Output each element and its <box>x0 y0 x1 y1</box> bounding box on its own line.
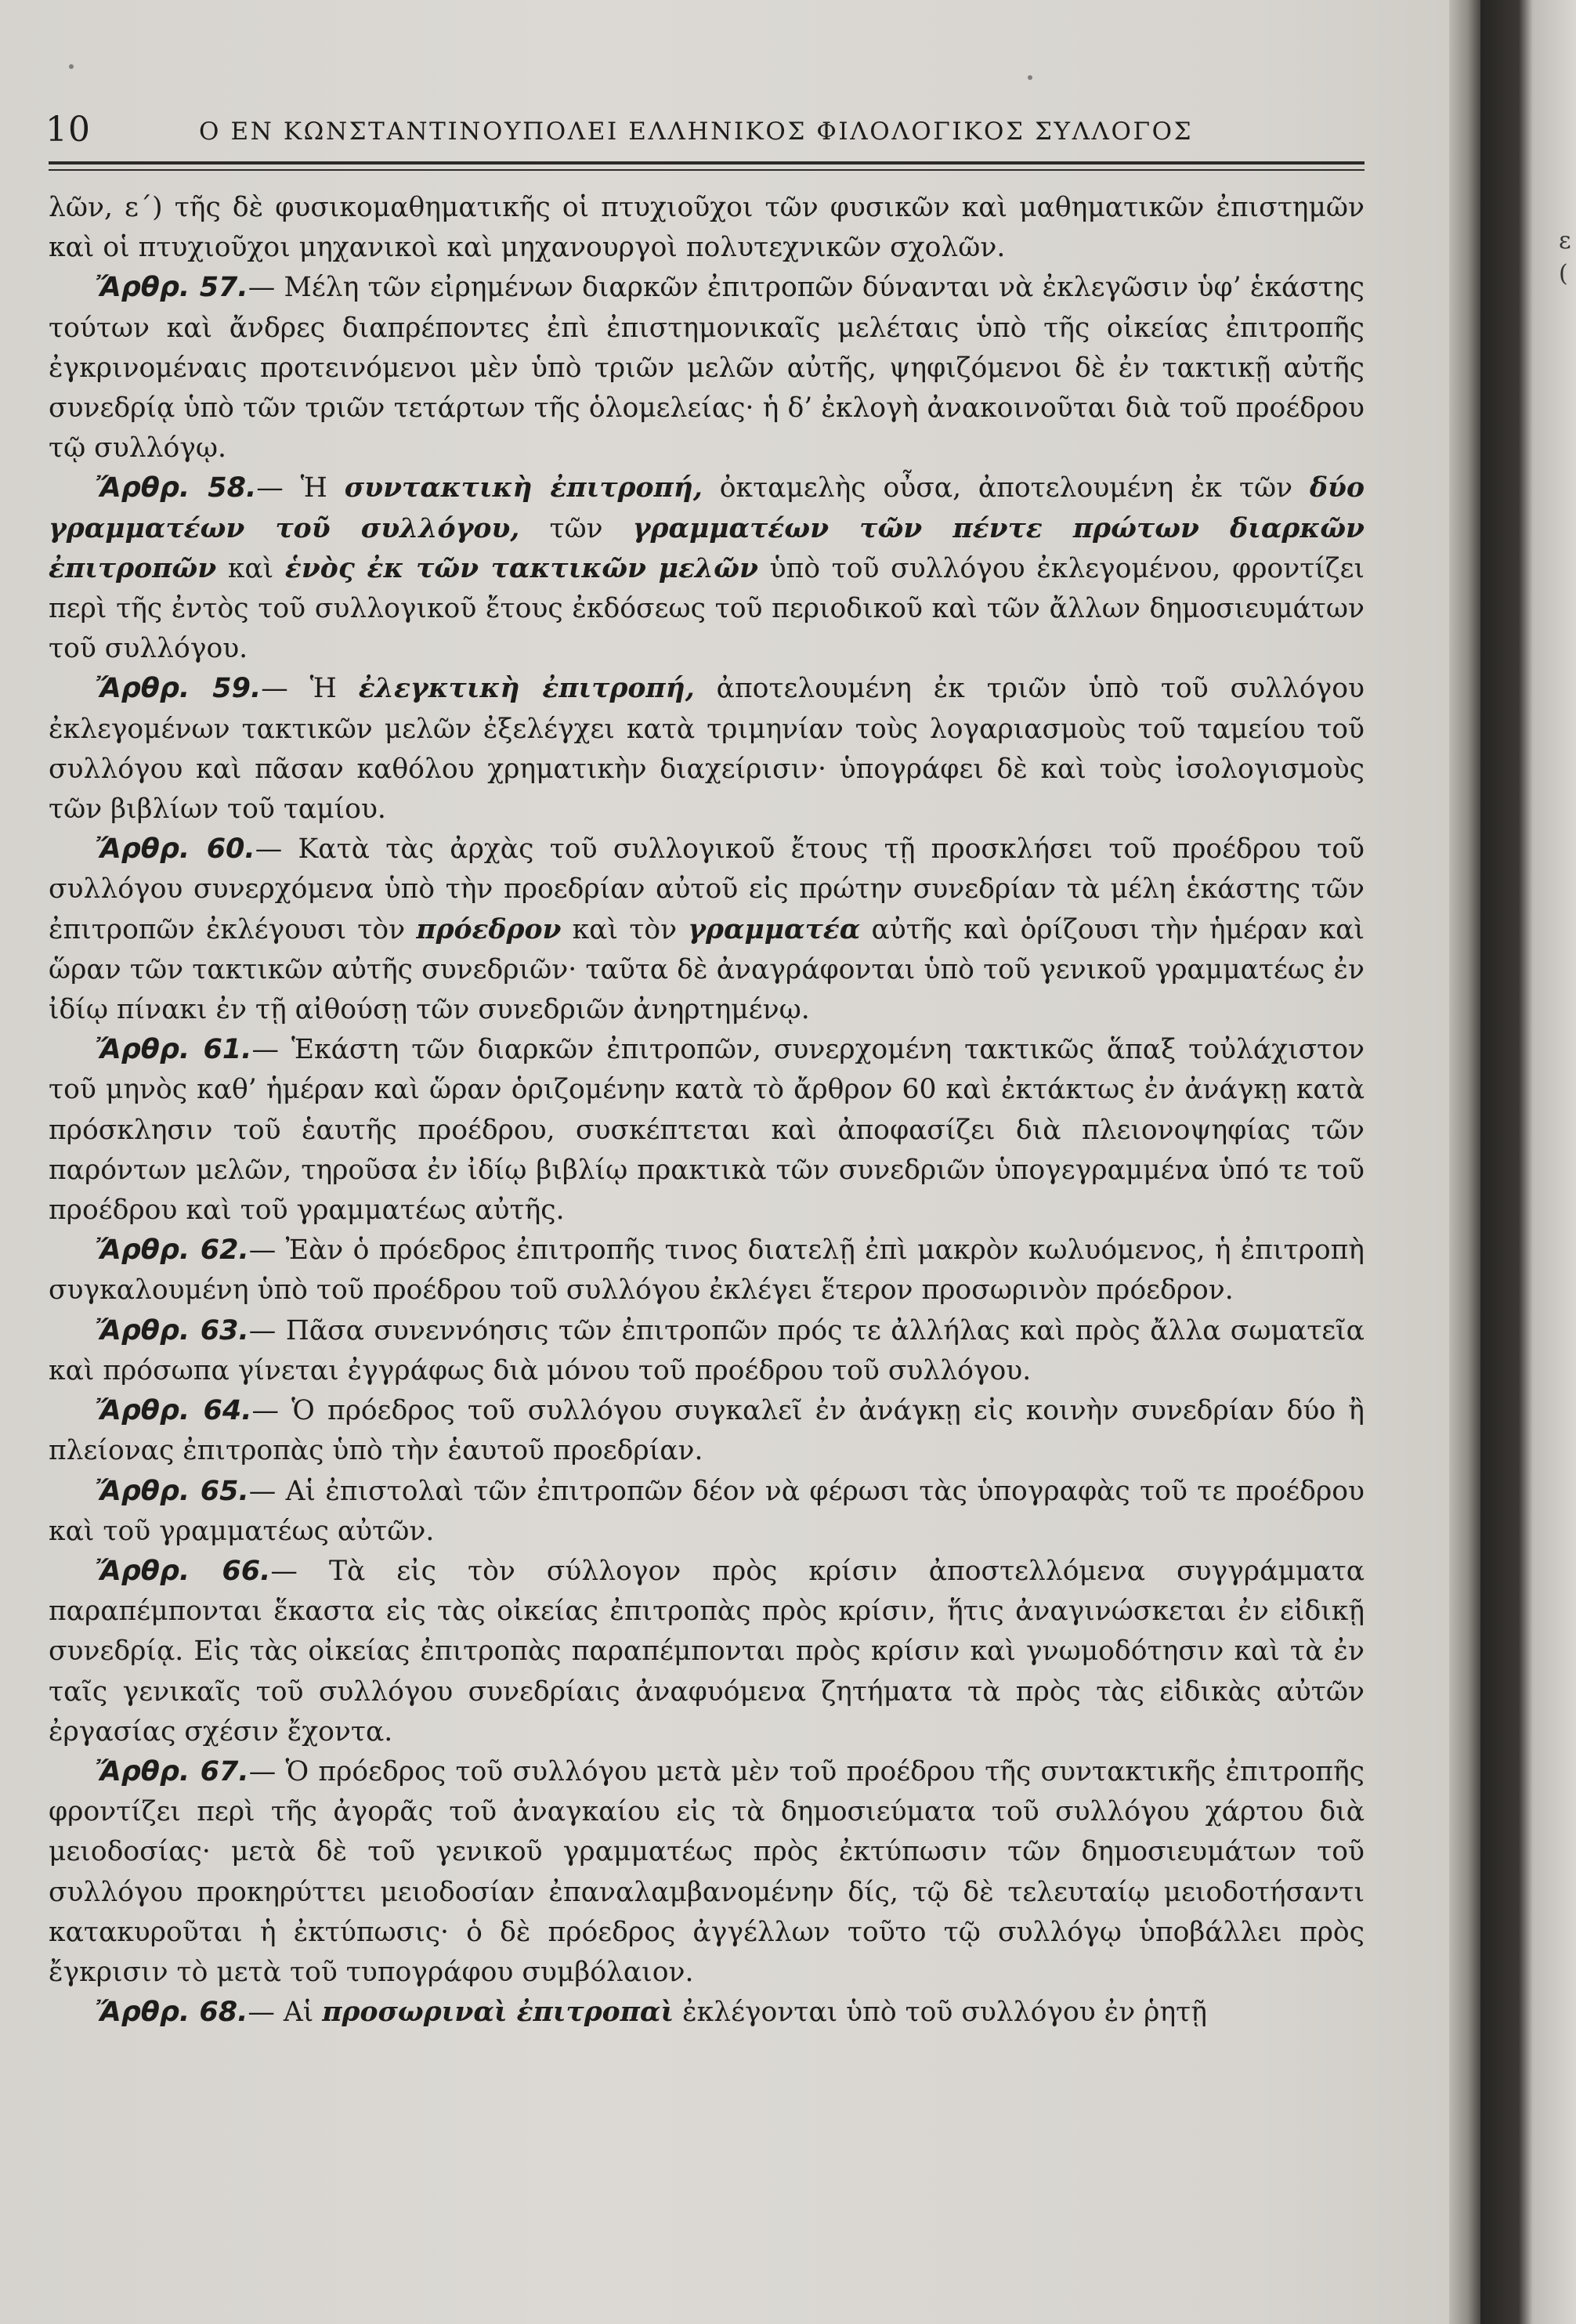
article-label: Ἄρθρ. 66. <box>96 1555 271 1587</box>
text-run: — Ἡ <box>261 673 359 705</box>
article-paragraph <box>49 669 1365 829</box>
article-paragraph <box>49 1752 1365 1993</box>
article-paragraph <box>49 1993 1365 2033</box>
article-label: Ἄρθρ. 60. <box>96 833 255 866</box>
emphasized-term: πρόεδρον <box>416 913 562 945</box>
text-run: — Μέλη τῶν εἰρημένων διαρκῶν ἐπιτροπῶν δύνανται νὰ ἐκλεγῶσιν ὑφ’ ἑκάστης τούτων καὶ ἄνδρες διαπρέποντες ἐπὶ ἐπιστημονικαῖς μελέταις ὑπὸ τῆς οἰκείας ἐπιτροπῆς ἐγκρινομέναις προτεινόμενοι μὲν ὑπὸ τριῶν μελῶν αὐτῆς, ψηφιζόμενοι δὲ ἐν τακτικῇ αὐτῆς συνεδρίᾳ ὑπὸ τῶν τριῶν τετάρτων τῆς ὁλομελείας· ἡ δ’ ἐκλογὴ ἀνακοινοῦται διὰ τοῦ προέδρου τῷ συλλόγῳ. <box>49 272 1365 464</box>
article-label: Ἄρθρ. 57. <box>96 272 248 304</box>
article-label: Ἄρθρ. 65. <box>96 1475 249 1507</box>
text-run: — Κατὰ τὰς ἀρχὰς τοῦ συλλογικοῦ ἔτους τῇ προσκλήσει τοῦ προέδρου τοῦ συλλόγου συνερχόμενα ὑπὸ τὴν προεδρίαν αὐτοῦ εἰς πρώτην συνεδρίαν τὰ μέλη ἑκάστης τῶν ἐπιτροπῶν ἐκλέγουσι τὸν <box>49 833 1365 945</box>
facing-page-mark: ε <box>1559 227 1571 255</box>
emphasized-term: ἑνὸς ἐκ τῶν τακτικῶν μελῶν <box>284 552 758 584</box>
article-paragraph <box>49 468 1365 669</box>
article-label: Ἄρθρ. 67. <box>96 1755 249 1787</box>
page-gutter <box>1449 0 1480 2324</box>
article-label: Ἄρθρ. 68. <box>96 1997 248 2029</box>
print-speck <box>69 64 74 69</box>
facing-page-mark: ( <box>1559 260 1568 287</box>
article-paragraph <box>49 1552 1365 1752</box>
text-run: τῶν <box>519 512 633 544</box>
text-run: — Πᾶσα συνεννόησις τῶν ἐπιτροπῶν πρός τε ἀλλήλας καὶ πρὸς ἄλλα σωματεῖα καὶ πρόσωπα γίνεται ἐγγράφως διὰ μόνου τοῦ προέδρου τοῦ συλλόγου. <box>49 1314 1365 1386</box>
article-label: Ἄρθρ. 59. <box>96 673 262 705</box>
running-title: Ο ΕΝ ΚΩΝΣΤΑΝΤΙΝΟΥΠΟΛΕΙ ΕΛΛΗΝΙΚΟΣ ΦΙΛΟΛΟΓΙΚΟΣ ΣΥΛΛΟΓΟΣ <box>199 117 1194 146</box>
text-run: ὑπὸ τοῦ συλλόγου ἐκλεγομένου, φροντίζει περὶ τῆς ἐντὸς τοῦ συλλογικοῦ ἔτους ἐκδόσεως τοῦ περιοδικοῦ καὶ τῶν ἄλλων δημοσιευμάτων τοῦ συλλόγου. <box>49 552 1365 665</box>
text-run: — Τὰ εἰς τὸν σύλλογον πρὸς κρίσιν ἀποστελλόμενα συγγράμματα παραπέμπονται ἕκαστα εἰς τὰς οἰκείας ἐπιτροπὰς πρὸς κρίσιν, ἥτις ἀναγινώσκεται ἐν εἰδικῇ συνεδρίᾳ. Εἰς τὰς οἰκείας ἐπιτροπὰς παραπέμπονται πρὸς κρίσιν καὶ γνωμοδότησιν καὶ τὰ ἐν ταῖς γενικαῖς τοῦ συλλόγου συνεδρίαις ἀναφυόμενα ζητήματα τὰ πρὸς τὰς εἰδικὰς αὐτῶν ἐργασίας σχέσιν ἔχοντα. <box>49 1555 1365 1748</box>
text-run: καὶ τὸν <box>561 913 689 945</box>
article-label: Ἄρθρ. 63. <box>96 1314 249 1346</box>
emphasized-term: ἐλεγκτικὴ ἐπιτροπή, <box>358 673 695 705</box>
article-paragraph <box>49 268 1365 468</box>
article-label: Ἄρθρ. 61. <box>96 1034 252 1066</box>
text-run: ὀκταμελὴς οὖσα, ἀποτελουμένη ἐκ τῶν <box>702 472 1310 504</box>
text-run: αὐτῆς καὶ ὁρίζουσι τὴν ἡμέραν καὶ ὥραν τῶν τακτικῶν αὐτῆς συνεδριῶν· ταῦτα δὲ ἀναγράφονται ὑπὸ τοῦ γενικοῦ γραμματέως ἐν ἰδίῳ πίνακι ἐν τῇ αἰθούσῃ τῶν συνεδριῶν ἀνηρτημένῳ. <box>49 913 1365 1026</box>
page-header <box>45 110 1361 157</box>
text-run: — Ἐὰν ὁ πρόεδρος ἐπιτροπῆς τινος διατελῇ ἐπὶ μακρὸν κωλυόμενος, ἡ ἐπιτροπὴ συγκαλουμένη ὑπὸ τοῦ προέδρου τοῦ συλλόγου ἐκλέγει ἕτερον προσωρινὸν πρόεδρον. <box>49 1234 1365 1307</box>
article-paragraph <box>49 1391 1365 1471</box>
article-paragraph <box>49 829 1365 1030</box>
header-rule <box>49 161 1365 164</box>
article-paragraph <box>49 1472 1365 1552</box>
continued-paragraph <box>49 188 1365 268</box>
emphasized-term: γραμματέων τῶν πέντε πρώτων διαρκῶν ἐπιτροπῶν <box>49 512 1365 584</box>
article-paragraph <box>49 1231 1365 1310</box>
body-text <box>49 188 1365 2033</box>
facing-page-edge <box>1480 0 1576 2324</box>
text-run: — Αἱ ἐπιστολαὶ τῶν ἐπιτροπῶν δέον νὰ φέρωσι τὰς ὑπογραφὰς τοῦ τε προέδρου καὶ τοῦ γραμματέως αὐτῶν. <box>49 1475 1365 1547</box>
text-run: — Ἑκάστη τῶν διαρκῶν ἐπιτροπῶν, συνερχομένη τακτικῶς ἅπαξ τοὐλάχιστον τοῦ μηνὸς καθ’ ἡμέραν καὶ ὥραν ὁριζομένην κατὰ τὸ ἄρθρον 60 καὶ ἐκτάκτως ἐν ἀνάγκῃ κατὰ πρόσκλησιν τοῦ ἑαυτῆς προέδρου, συσκέπτεται καὶ ἀποφασίζει διὰ πλειονοψηφίας τῶν παρόντων μελῶν, τηροῦσα ἐν ἰδίῳ βιβλίῳ πρακτικὰ τῶν συνεδριῶν ὑπογεγραμμένα ὑπό τε τοῦ προέδρου καὶ τοῦ γραμματέως αὐτῆς. <box>49 1034 1365 1227</box>
article-paragraph <box>49 1311 1365 1391</box>
emphasized-term: συντακτικὴ ἐπιτροπή, <box>344 472 703 504</box>
text-run: — Ὁ πρόεδρος τοῦ συλλόγου μετὰ μὲν τοῦ προέδρου τῆς συντακτικῆς ἐπιτροπῆς φροντίζει περὶ τῆς ἀγορᾶς τοῦ ἀναγκαίου εἰς τὰ δημοσιεύματα τοῦ συλλόγου χάρτου διὰ μειοδοσίας· μετὰ δὲ τοῦ γενικοῦ γραμματέως πρὸς ἐκτύπωσιν τῶν δημοσιευμάτων τοῦ συλλόγου προκηρύττει μειοδοσίαν ἐπαναλαμβανομένην δίς, τῷ δὲ τελευταίῳ μειοδοτήσαντι κατακυροῦται ἡ ἐκτύπωσις· ὁ δὲ πρόεδρος ἀγγέλλων τοῦτο τῷ συλλόγῳ ὑποβάλλει πρὸς ἔγκρισιν τὸ μετὰ τοῦ τυπογράφου συμβόλαιον. <box>49 1755 1365 1988</box>
article-label: Ἄρθρ. 62. <box>96 1234 249 1267</box>
text-run: λῶν, ε΄) τῆς δὲ φυσικομαθηματικῆς οἱ πτυχιοῦχοι τῶν φυσικῶν καὶ μαθηματικῶν ἐπιστημῶν καὶ οἱ πτυχιοῦχοι μηχανικοὶ καὶ μηχανουργοὶ πολυτεχνικῶν σχολῶν. <box>49 192 1365 264</box>
text-run: καὶ <box>216 552 285 584</box>
text-run: ἀποτελουμένη ἐκ τριῶν ὑπὸ τοῦ συλλόγου ἐκλεγομένων τακτικῶν μελῶν ἐξελέγχει κατὰ τριμηνίαν τοὺς λογαριασμοὺς τοῦ ταμείου τοῦ συλλόγου καὶ πᾶσαν καθόλου χρηματικὴν διαχείρισιν· ὑπογράφει δὲ καὶ τοὺς ἰσολογισμοὺς τῶν βιβλίων τοῦ ταμίου. <box>49 673 1365 826</box>
header-rule <box>49 169 1365 171</box>
text-run: ἐκλέγονται ὑπὸ τοῦ συλλόγου ἐν ῥητῇ <box>674 1997 1207 2029</box>
page-number: 10 <box>45 110 91 150</box>
article-paragraph <box>49 1030 1365 1231</box>
emphasized-term: δύο γραμματέων τοῦ συλλόγου, <box>49 472 1365 544</box>
text-run: — Αἱ <box>248 1997 323 2029</box>
article-label: Ἄρθρ. 58. <box>96 472 257 504</box>
emphasized-term: προσωριναὶ ἐπιτροπαὶ <box>322 1997 674 2029</box>
text-run: — Ἡ <box>256 472 345 504</box>
emphasized-term: γραμματέα <box>688 913 861 945</box>
text-run: — Ὁ πρόεδρος τοῦ συλλόγου συγκαλεῖ ἐν ἀνάγκῃ εἰς κοινὴν συνεδρίαν δύο ἢ πλείονας ἐπιτροπὰς ὑπὸ τὴν ἑαυτοῦ προεδρίαν. <box>49 1395 1365 1467</box>
print-speck <box>1028 75 1032 80</box>
article-label: Ἄρθρ. 64. <box>96 1395 252 1427</box>
